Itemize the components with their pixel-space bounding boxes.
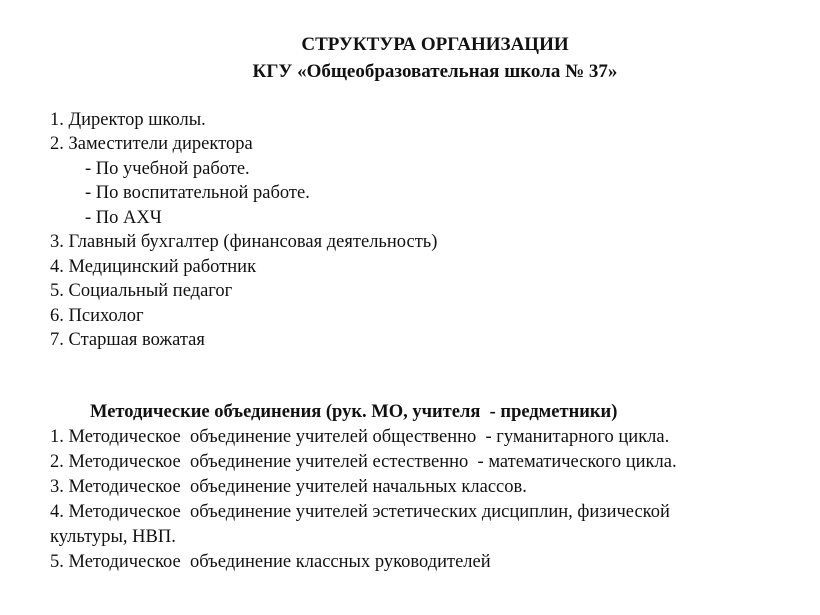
list-item: - По АХЧ <box>85 208 162 228</box>
list-item: 3. Методическое объединение учителей начальных классов. <box>50 477 527 497</box>
page-title: СТРУКТУРА ОРГАНИЗАЦИИ <box>301 34 569 55</box>
list-item: 1. Директор школы. <box>50 110 206 130</box>
list-item: 2. Заместители директора <box>50 134 253 154</box>
list-item: 5. Социальный педагог <box>50 281 233 301</box>
list-item: культуры, НВП. <box>50 527 176 547</box>
list-item: 4. Медицинский работник <box>50 257 257 277</box>
list-item: 7. Старшая вожатая <box>50 330 205 350</box>
section-heading: Методические объединения (рук. МО, учителя - предметники) <box>90 402 618 422</box>
list-item: 5. Методическое объединение классных руководителей <box>50 552 491 572</box>
list-item: 3. Главный бухгалтер (финансовая деятельность) <box>50 232 438 252</box>
page-subtitle: КГУ «Общеобразовательная школа № 37» <box>252 61 618 82</box>
list-item: 6. Психолог <box>50 306 144 326</box>
list-item: 1. Методическое объединение учителей общественно - гуманитарного цикла. <box>50 427 670 447</box>
list-item: 4. Методическое объединение учителей эстетических дисциплин, физической <box>50 502 670 522</box>
list-item: 2. Методическое объединение учителей естественно - математического цикла. <box>50 452 677 472</box>
list-item: - По воспитательной работе. <box>85 183 310 203</box>
list-item: - По учебной работе. <box>85 159 250 179</box>
